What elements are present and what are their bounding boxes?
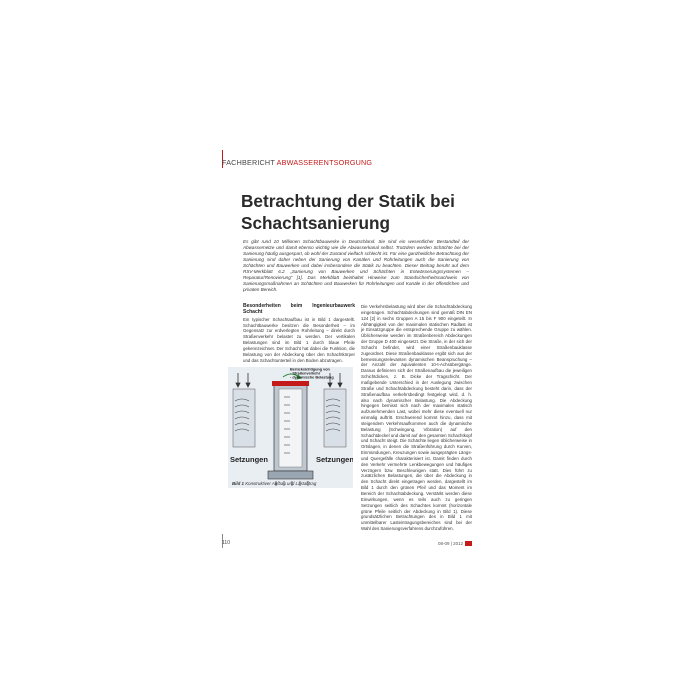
- article-intro: Es gibt rund 10 Millionen Schachtbauwerke in Deutschland. Sie sind ein wesentlicher Bestandteil der Abwassernetze und damit ebenso wichtig wie die Abwasserkanal selbst. Trotzdem werden Schächte bei der Sanierung häufig ausgespart, ob wohl der Zustand vielfach schlecht ist. Für eine ganzheitliche Betrachtung der Sanierung sind daher neben der Sanierung von Kanälen und Rohrleitungen auch die Sanierung von Schächten und Bauwerken und dabei insbesondere die Statik zu beachten. Dieser Beitrag beruht auf dem RSV-Merkblatt 6.2 „Sanierung von Bauwerken und Schächten in Entwässerungssystemen – Reparatur/Renovierung“ [1]. Das Merkblatt beinhaltet Hinweise zum Standsicherheitsnachweis von Sanierungsmaßnahmen an Schächten und Bauwerken für Rohrleitungen und Kanäle in der öffentlichen und privaten Bereich.: [243, 239, 469, 293]
- page-number: 110: [222, 540, 230, 546]
- shaft-diagram: [228, 367, 353, 488]
- publisher-logo: [465, 541, 472, 546]
- caption-number: Bild 1: [232, 481, 244, 486]
- article-title: Betrachtung der Statik bei Schachtsanierung: [241, 191, 455, 233]
- column-right-text: Die Verkehrsbelastung wird über die Schachtabdeckung eingetragen. Schachtabdeckungen sind gemäß DIN EN 124 [2] in sechs Gruppen A 15 bis F 900 eingeteilt. In Abhängigkeit von der maximalen statischen Radlast ist je Einsatzgruppe die entsprechende Gruppe zu wählen. Üblicherweise werden im Straßenbereich Abdeckungen der Gruppe D 400 eingesetzt. Die Straße, in der sich der Schacht befindet, wird einer Straßenbauklasse zugeordnet. Diese Straßenbauklasse ergibt sich aus der bemessungsrelevanten dynamischen Beanspruchung – der Anzahl der äquivalenten 10-t-Achsübergänge. Daraus definieren sich der Straßenaufbau die jeweiligen Schichtdicken, z. B. Dicke der Tragschicht. Der maßgebende Unterschied in der Auslegung zwischen Straße und Schachtabdeckung besteht darin, dass der Straßenaufbau verkehrsbedingt festgelegt wird, d. h. also nach dynamischer Belastung. Die Abdeckung hingegen bemisst sich nach der maximalen statisch aufzunehmenden Last, wobei mehr diese eventuell nur einmalig auftritt. Erschwerend kommt hinzu, dass mit steigendem Verkehrsaufkommen auch die dynamische Belastung (Schwingung, Vibration) auf den Schachtdeckel und damit auf den gesamten Schachtkopf und Schacht steigt. Die Schächte liegen üblicherweise in Ortslagen, in denen die Straßenführung durch Kurven, Einmündungen, Kreuzungen sowie ausgeprägten Längs- und Quergefälle charakterisiert ist. Damit finden durch den Verkehr vermehrte Lenkbewegungen und häufiges Verzögern bzw. Beschleunigen statt. Dies führt zu zusätzlichen Belastungen, die über die Abdeckung in den Schacht direkt eingetragen werden, dargestellt im Bild 1 durch den grünen Pfeil und das Moment im Bereich der Schachtabdeckung. Verstärkt werden diese Einwirkungen, wenn es teils auch zu geringen Setzungen seitlich des Schachtes kommt (horizontale grüne Pfeile seitlich der Abdeckung in Bild 1). Diese grundsätzlichen Betrachtungen des in Bild 1 mit unmittelbarer Lasteintragungsbereiches sind bei der Wahl des Sanierungsverfahrens durchzuführen.: [361, 304, 472, 532]
- category-label: ABWASSERENTSORGUNG: [276, 158, 373, 167]
- settlement-label-right: Setzungen: [316, 455, 353, 464]
- label-top-2: - Straßenverkehr: [290, 371, 321, 376]
- section-label: FACHBERICHT: [222, 158, 275, 167]
- footer: [438, 541, 472, 546]
- settlement-label-left: Setzungen: [230, 455, 268, 464]
- issue-label: 08-09 | 2012: [438, 541, 464, 546]
- column-right: [361, 304, 472, 532]
- shaft-interior: [279, 389, 302, 467]
- figure-shaft-diagram: [228, 367, 353, 488]
- shaft-base: [268, 471, 313, 479]
- section-header: [222, 158, 372, 167]
- shaft-cover: [272, 381, 309, 386]
- caption-text: Konstruktiver Aufbau und Lastabtrag: [245, 481, 317, 486]
- column-left: [243, 304, 355, 363]
- subheading: Besonderheiten beim Ingenieurbauwerk Schacht: [243, 303, 355, 315]
- load-arrows-left: [236, 373, 250, 387]
- label-top-3: - dynamische Belastung: [290, 375, 334, 380]
- label-top-1: Berücksichtigung von: [290, 367, 330, 372]
- column-left-text: Ein typischer Schachtaufbau ist in Bild 1 dargestellt. Schachtbauwerke besitzen die Besonderheit – im Gegensatz zur erdverlegten Rohrleitung – direkt durch Straßenverkehr belastet zu werden. Der vertikalen Belastungen sind im Bild 1 durch blaue Pfeile gekennzeichnet. Der Schacht hat dabei die Funktion, die Belastung von der Abdeckung über den Schachtkörper und das Schachtunterteil in den Boden abzutragen.: [243, 316, 355, 363]
- figure-caption: [232, 481, 316, 486]
